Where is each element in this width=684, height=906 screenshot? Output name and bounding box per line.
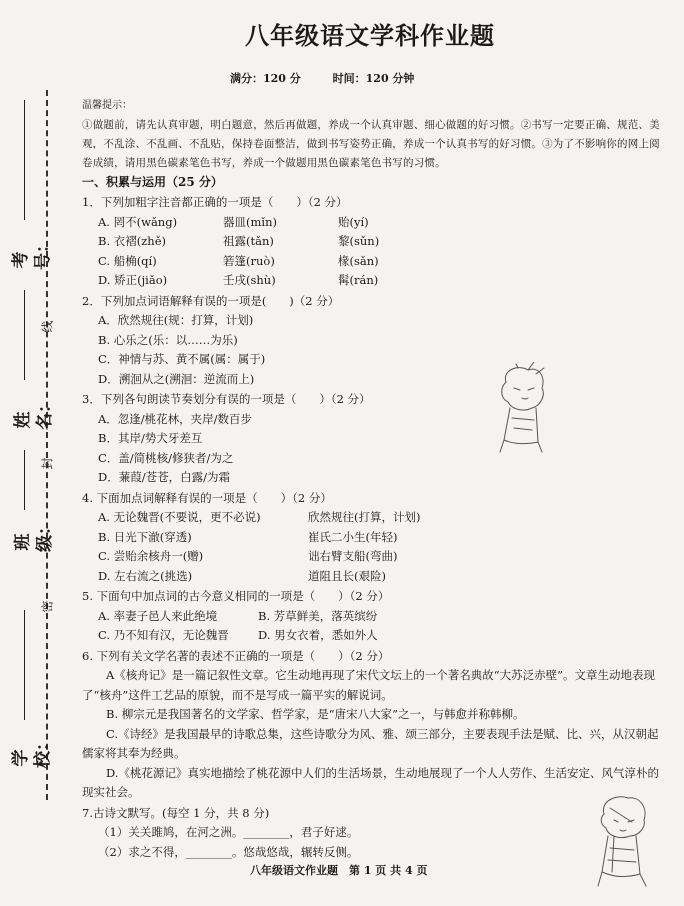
time-limit: 时间：120 分钟 bbox=[332, 72, 415, 85]
option-c: C.《诗经》是我国最早的诗歌总集，这些诗歌分为风、雅、颂三部分，主要表现手法是赋、比、兴，从汉朝起儒家将其奉为经典。 bbox=[82, 726, 659, 760]
option-d: D．蒹葭/苍苍，白露/为霜 bbox=[98, 470, 230, 484]
option-cell: B. 芳草鲜美，落英缤纷 bbox=[258, 608, 378, 623]
option-b: B．其岸/势犬牙差互 bbox=[98, 431, 203, 445]
question-4 bbox=[82, 489, 662, 587]
question-2 bbox=[82, 292, 662, 390]
question-2-stem: 2．下列加点词语解释有误的一项是( )（2 分） bbox=[82, 293, 340, 308]
question-5 bbox=[82, 587, 662, 646]
question-7 bbox=[82, 804, 662, 863]
full-score: 满分：120 分 bbox=[230, 72, 301, 85]
question-6 bbox=[82, 647, 662, 803]
option-cell: D. 矫正(jiǎo) bbox=[98, 273, 168, 287]
pencil-doodle-figure bbox=[488, 362, 558, 454]
binding-margin bbox=[0, 0, 70, 906]
option-a: A《核舟记》是一篇记叙性文章。它生动地再现了宋代文坛上的一个著名典故“大苏泛赤壁”。文章生动地表现了“核舟”这件工艺品的原貌，而不是写成一篇平实的解说词。 bbox=[82, 668, 656, 702]
question-4-options bbox=[82, 508, 662, 586]
question-5-options bbox=[82, 607, 662, 646]
page-title: 八年级语文学科作业题 bbox=[245, 21, 495, 50]
option-cell: C. 船桷(qí) bbox=[98, 253, 157, 268]
option-cell: 欣然规往(打算，计划) bbox=[308, 510, 421, 524]
question-content bbox=[82, 96, 662, 862]
class-blank[interactable] bbox=[24, 450, 25, 510]
option-cell: A. 罔不(wǎng) bbox=[98, 214, 178, 229]
question-3-stem: 3．下列各句朗读节奏划分有误的一项是（ ）（2 分） bbox=[82, 392, 371, 406]
pencil-doodle-figure bbox=[590, 792, 654, 888]
tips-body: ①做题前，请先认真审题，明白题意，然后再做题，养成一个认真审题、细心做题的好习惯。②书写一定要正确、规范、美观，不乱涂、不乱画、不乱贴，保持卷面整洁，做到书写姿势正确，养成一个认真书写的好习惯。③为了不影响你的网上阅卷成绩，请用黑色碳素笔色书写，养成一个做题用黑色碳素笔色书写的习惯。 bbox=[82, 118, 660, 169]
fill-line-2[interactable]: （2）求之不得，________。悠哉悠哉，辗转反侧。 bbox=[98, 844, 359, 859]
question-1-stem: 1．下列加粗字注音都正确的一项是（ ）（2 分） bbox=[82, 195, 348, 209]
option-cell: B. 日光下澈(穿透) bbox=[98, 529, 192, 544]
name-blank[interactable] bbox=[24, 290, 25, 380]
option-cell: A. 率妻子邑人来此绝境 bbox=[98, 608, 218, 623]
option-cell: 椽(sǎn) bbox=[338, 253, 379, 268]
option-cell: 道阻且长(艰险) bbox=[308, 568, 386, 583]
school-label: 学校： bbox=[11, 734, 53, 768]
option-a: A．忽逢/桃花林，夹岸/数百步 bbox=[98, 411, 253, 426]
option-cell: 黎(sǔn) bbox=[338, 234, 380, 248]
question-4-stem: 4. 下面加点词解释有误的一项是（ ）（2 分） bbox=[82, 490, 332, 505]
option-cell: 贻(yí) bbox=[338, 214, 369, 229]
option-cell: 髯(rán) bbox=[338, 273, 379, 287]
option-cell: 诎右臂支船(弯曲) bbox=[308, 549, 398, 563]
question-1-options bbox=[82, 213, 662, 291]
option-cell: 器皿(mǐn) bbox=[223, 214, 277, 229]
question-5-stem: 5. 下面句中加点词的古今意义相同的一项是（ ）（2 分） bbox=[82, 589, 390, 603]
option-c: C．神情与苏、黄不属(属：属于) bbox=[98, 352, 266, 366]
option-cell: D. 左右流之(挑选) bbox=[98, 568, 193, 583]
option-d: D.《桃花源记》真实地描绘了桃花源中人们的生活场景，生动地展现了一个人人劳作、生活安定、风气淳朴的现实社会。 bbox=[82, 765, 659, 799]
binding-dashed-line bbox=[46, 90, 48, 800]
option-cell: B. 衣褶(zhě) bbox=[98, 234, 167, 248]
question-3 bbox=[82, 390, 662, 488]
option-cell: 祖露(tǎn) bbox=[223, 234, 274, 248]
class-label: 班级： bbox=[13, 518, 55, 552]
school-blank[interactable] bbox=[24, 610, 25, 720]
section-heading: 一、积累与运用（25 分） bbox=[82, 174, 223, 189]
page-footer: 八年级语文作业题 第 1 页 共 4 页 bbox=[250, 864, 428, 877]
option-cell: C. 尝贻余核舟一(赠) bbox=[98, 549, 204, 563]
question-1 bbox=[82, 193, 662, 291]
option-cell: A. 无论魏晋(不要说，更不必说) bbox=[98, 510, 261, 524]
option-cell: 箬篷(ruò) bbox=[223, 253, 275, 268]
binding-mark-seal: 封 bbox=[40, 457, 55, 470]
option-b: B. 柳宗元是我国著名的文学家、哲学家，是“唐宋八大家”之一，与韩愈并称韩柳。 bbox=[106, 707, 525, 721]
tips-heading: 温馨提示： bbox=[82, 100, 132, 111]
exam-meta bbox=[230, 70, 530, 86]
binding-mark-secret: 密 bbox=[40, 600, 55, 613]
exam-number-blank[interactable] bbox=[24, 100, 25, 220]
question-6-stem: 6. 下列有关文学名著的表述不正确的一项是（ ）（2 分） bbox=[82, 648, 390, 663]
fill-line-1[interactable]: （1）关关雎鸠，在河之洲。________，君子好逑。 bbox=[98, 825, 359, 839]
option-cell: C. 乃不知有汉，无论魏晋 bbox=[98, 628, 229, 642]
option-d: D．溯洄从之(溯洄：逆流而上) bbox=[98, 371, 255, 386]
option-cell: 崔氏二小生(年轻) bbox=[308, 529, 398, 544]
question-7-stem: 7.古诗文默写。(每空 1 分，共 8 分) bbox=[82, 805, 270, 820]
option-c: C．盖/简桃核/修狭者/为之 bbox=[98, 450, 234, 465]
option-cell: D. 男女衣着，悉如外人 bbox=[258, 628, 378, 642]
binding-mark-line: 线 bbox=[40, 320, 55, 333]
name-label: 姓名： bbox=[13, 396, 55, 430]
exam-number-label: 考号： bbox=[11, 236, 53, 270]
option-a: A．欣然规往(规：打算，计划) bbox=[98, 313, 254, 327]
option-b: B. 心乐之(乐：以……为乐) bbox=[98, 332, 238, 347]
option-cell: 壬戌(shù) bbox=[223, 273, 276, 287]
